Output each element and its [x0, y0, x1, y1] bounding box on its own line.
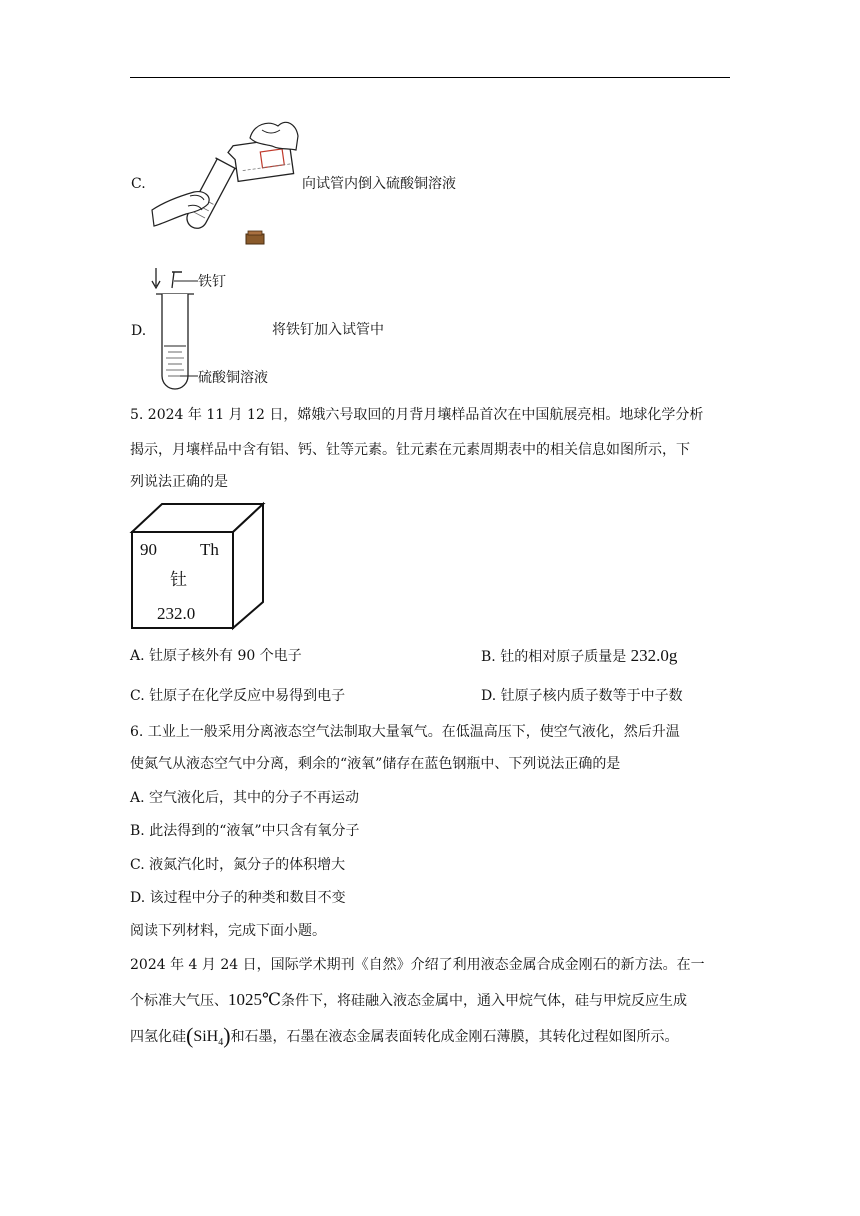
q5-line-1: 5. 2024 年 11 月 12 日，嫦娥六号取回的月背月壤样品首次在中国航展亮相。地球化学分析 — [130, 407, 704, 423]
option-c-letter: C. — [131, 176, 146, 192]
material-line-2 — [130, 990, 687, 1011]
material-line-3-start: 四氢化硅 — [130, 1029, 186, 1045]
solution-label: 硫酸铜溶液 — [198, 370, 268, 386]
q6-line-2: 使氮气从液态空气中分离，剩余的“液氧”储存在蓝色钢瓶中、下列说法正确的是 — [130, 756, 621, 772]
option-d-caption: 将铁钉加入试管中 — [272, 322, 384, 338]
silane-subscript: 4 — [218, 1036, 224, 1048]
q5-option-b — [481, 646, 677, 667]
temperature-value: 1025℃ — [228, 990, 282, 1009]
q6-option-d: D. 该过程中分子的种类和数目不变 — [130, 890, 346, 906]
material-line-2-start: 个标准大气压、 — [130, 993, 228, 1009]
q5-option-b-value: 232.0g — [630, 646, 678, 665]
q6-option-b: B. 此法得到的“液氧”中只含有氧分子 — [130, 823, 360, 839]
q6-option-c: C. 液氮汽化时，氮分子的体积增大 — [130, 857, 346, 873]
material-intro: 阅读下列材料，完成下面小题。 — [130, 923, 326, 939]
nail-label: 铁钉 — [198, 274, 226, 290]
q5-option-c: C. 钍原子在化学反应中易得到电子 — [130, 688, 346, 704]
option-d-letter: D. — [131, 323, 147, 339]
element-name: 钍 — [170, 570, 187, 590]
material-line-1: 2024 年 4 月 24 日，国际学术期刊《自然》介绍了利用液态金属合成金刚石的新方法。在一 — [130, 957, 705, 973]
q5-line-3: 列说法正确的是 — [130, 474, 228, 490]
element-symbol: Th — [200, 540, 219, 559]
header-rule — [130, 77, 730, 78]
q5-option-b-text: B. 钍的相对原子质量是 — [481, 649, 627, 665]
q5-option-d: D. 钍原子核内质子数等于中子数 — [481, 688, 683, 704]
material-line-3-end: 和石墨，石墨在液态金属表面转化成金刚石薄膜，其转化过程如图所示。 — [230, 1029, 679, 1045]
silane-formula: SiH — [193, 1028, 219, 1045]
q6-line-1: 6. 工业上一般采用分离液态空气法制取大量氧气。在低温高压下，使空气液化，然后升温 — [130, 724, 680, 740]
material-line-2-end: 条件下，将硅融入液态金属中，通入甲烷气体，硅与甲烷反应生成 — [281, 993, 688, 1009]
material-line-3: 四氢化硅(SiH$_4$)和石墨，石墨在液态金属表面转化成金刚石薄膜，其转化过程如图所示。 — [130, 1023, 679, 1048]
element-card-thorium — [130, 502, 265, 630]
atomic-number: 90 — [140, 540, 157, 559]
option-c-caption: 向试管内倒入硫酸铜溶液 — [302, 176, 456, 192]
pouring-illustration — [150, 110, 300, 250]
atomic-mass: 232.0 — [157, 604, 196, 623]
q6-option-a: A. 空气液化后，其中的分子不再运动 — [130, 790, 360, 806]
q5-line-2: 揭示，月壤样品中含有铝、钙、钍等元素。钍元素在元素周期表中的相关信息如图所示，下 — [130, 442, 690, 458]
q5-option-a: A. 钍原子核外有 90 个电子 — [130, 648, 302, 664]
